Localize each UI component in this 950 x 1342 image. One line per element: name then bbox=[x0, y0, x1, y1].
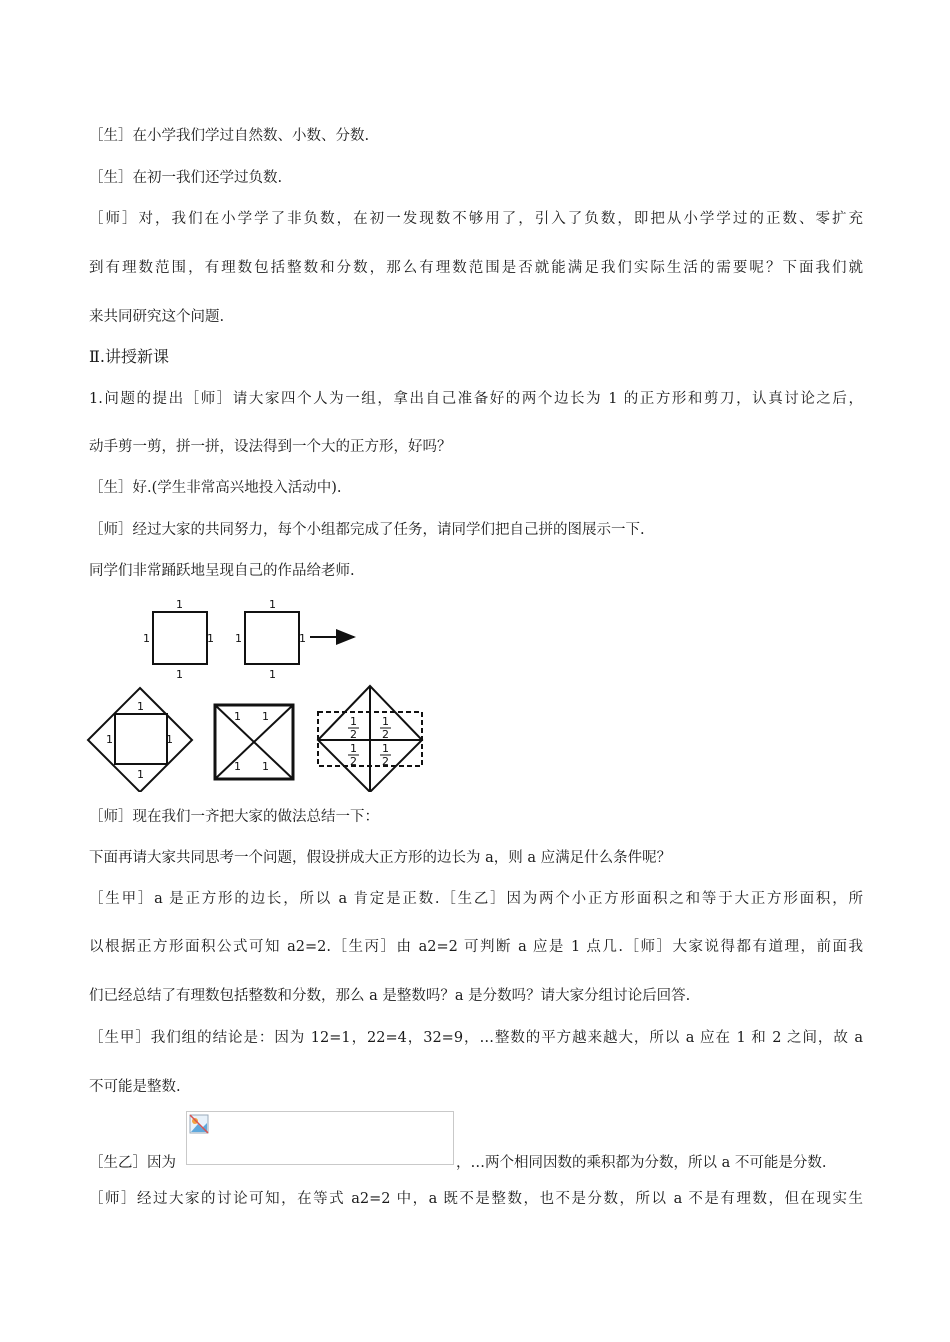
square-diagonals-figure bbox=[210, 700, 300, 784]
svg-text:2: 2 bbox=[350, 755, 357, 768]
label-right-left: 1 bbox=[235, 632, 242, 645]
section-heading: Ⅱ.讲授新课 bbox=[89, 347, 169, 366]
half-label-top-right bbox=[380, 715, 391, 741]
paragraph-7: 同学们非常踊跃地呈现自己的作品给老师. bbox=[89, 563, 355, 579]
label-left-top: 1 bbox=[176, 598, 183, 611]
unit-square-left bbox=[153, 612, 207, 664]
half-label-bottom-right bbox=[380, 742, 391, 768]
diamond-square-figure bbox=[86, 684, 196, 792]
label-tri-top-right: 1 bbox=[262, 710, 269, 723]
svg-text:2: 2 bbox=[382, 755, 389, 768]
paragraph-9: 下面再请大家共同思考一个问题，假设拼成大正方形的边长为 a，则 a 应满足什么条件呢？ bbox=[89, 850, 672, 866]
paragraph-13: ［师］经过大家的讨论可知，在等式 a2=2 中，a 既不是整数，也不是分数，所以 a 不是有理数，但在现实生 bbox=[89, 1191, 863, 1207]
label-right-top: 1 bbox=[269, 598, 276, 611]
paragraph-5: ［生］好.(学生非常高兴地投入活动中). bbox=[89, 480, 342, 496]
paragraph-10-line-1: ［生甲］a 是正方形的边长，所以 a 肯定是正数.［生乙］因为两个小正方形面积之和等于大正方形面积，所 bbox=[89, 891, 863, 907]
paragraph-3-line-1: ［师］对，我们在小学学了非负数，在初一发现数不够用了，引入了负数，即把从小学学过的正数、零扩充 bbox=[89, 211, 863, 227]
paragraph-2: ［生］在初一我们还学过负数. bbox=[89, 170, 283, 186]
svg-text:2: 2 bbox=[350, 728, 357, 741]
paragraph-3-line-3: 来共同研究这个问题. bbox=[89, 309, 225, 325]
label-tri-bottom-right: 1 bbox=[262, 760, 269, 773]
paragraph-8: ［师］现在我们一齐把大家的做法总结一下： bbox=[89, 809, 379, 825]
svg-text:1: 1 bbox=[382, 715, 389, 728]
half-label-top-left bbox=[348, 715, 359, 741]
broken-image-placeholder bbox=[186, 1111, 454, 1165]
broken-image-icon bbox=[189, 1114, 209, 1134]
paragraph-1: ［生］在小学我们学过自然数、小数、分数. bbox=[89, 128, 370, 144]
unit-square-right bbox=[245, 612, 299, 664]
label-tri-top-left: 1 bbox=[234, 710, 241, 723]
label-right-bottom: 1 bbox=[269, 668, 276, 681]
label-inner-bottom: 1 bbox=[137, 768, 144, 781]
label-left-left: 1 bbox=[143, 632, 150, 645]
paragraph-3-line-2: 到有理数范围，有理数包括整数和分数，那么有理数范围是否就能满足我们实际生活的需要呢？下面我们就 bbox=[89, 260, 863, 276]
svg-text:2: 2 bbox=[382, 728, 389, 741]
svg-text:1: 1 bbox=[382, 742, 389, 755]
paragraph-10-line-3: 们已经总结了有理数包括整数和分数，那么 a 是整数吗？a 是分数吗？请大家分组讨论后回答. bbox=[89, 988, 691, 1004]
paragraph-6: ［师］经过大家的共同努力，每个小组都完成了任务，请同学们把自己拼的图展示一下. bbox=[89, 522, 645, 538]
label-inner-right: 1 bbox=[166, 733, 173, 746]
half-label-bottom-left bbox=[348, 742, 359, 768]
unit-squares-figure bbox=[138, 596, 368, 682]
paragraph-11-line-2: 不可能是整数. bbox=[89, 1079, 181, 1095]
dashed-rectangle-figure bbox=[312, 684, 428, 792]
label-left-bottom: 1 bbox=[176, 668, 183, 681]
paragraph-12-prefix: ［生乙］因为 bbox=[89, 1155, 176, 1171]
label-inner-left: 1 bbox=[106, 733, 113, 746]
label-inner-top: 1 bbox=[137, 700, 144, 713]
paragraph-4-line-1: 1.问题的提出［师］请大家四个人为一组，拿出自己准备好的两个边长为 1 的正方形和剪刀，认真讨论之后， bbox=[89, 391, 863, 407]
paragraph-4-line-2: 动手剪一剪，拼一拼，设法得到一个大的正方形，好吗？ bbox=[89, 439, 452, 455]
paragraph-10-line-2: 以根据正方形面积公式可知 a2=2.［生丙］由 a2=2 可判断 a 应是 1 点几.［师］大家说得都有道理，前面我 bbox=[89, 939, 863, 955]
svg-text:1: 1 bbox=[350, 742, 357, 755]
label-left-right: 1 bbox=[207, 632, 214, 645]
paragraph-11-line-1: ［生甲］我们组的结论是：因为 12=1，22=4，32=9，…整数的平方越来越大，所以 a 应在 1 和 2 之间，故 a bbox=[89, 1030, 863, 1046]
label-right-right: 1 bbox=[299, 632, 306, 645]
label-tri-bottom-left: 1 bbox=[234, 760, 241, 773]
paragraph-12-suffix: ，…两个相同因数的乘积都为分数，所以 a 不可能是分数. bbox=[456, 1155, 827, 1171]
svg-text:1: 1 bbox=[350, 715, 357, 728]
inner-unit-square bbox=[115, 714, 167, 764]
